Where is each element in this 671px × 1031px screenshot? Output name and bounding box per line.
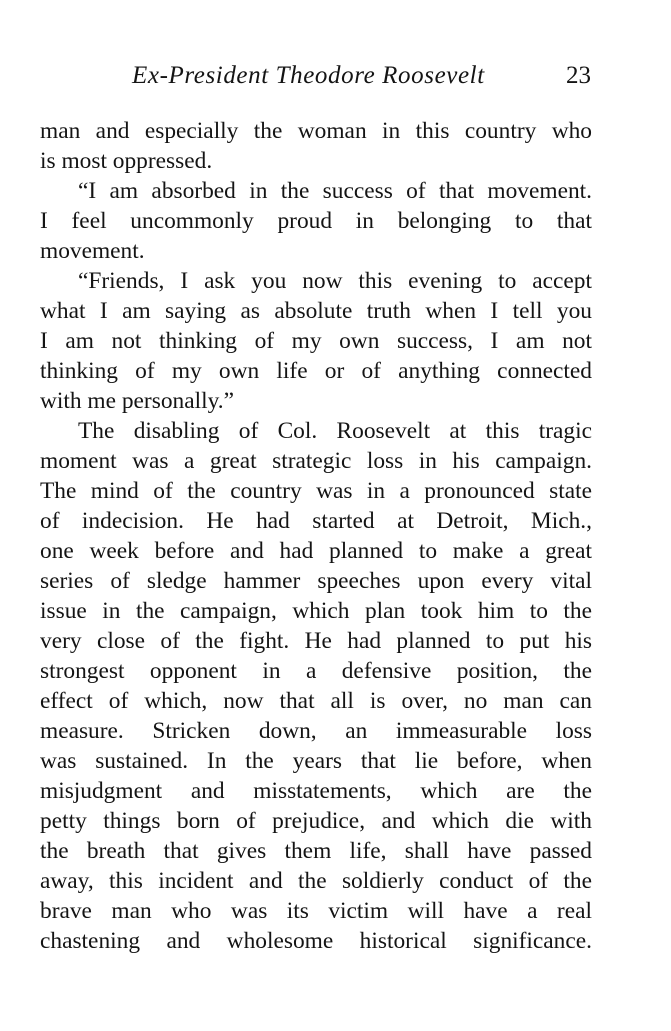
text-line: is most oppressed. [40,148,213,174]
text-line: movement. [40,238,145,264]
text-line: one week before and had planned to make a great [40,538,592,564]
text-line: what I am saying as absolute truth when I tell you [40,298,592,324]
text-line: with me personally.” [40,388,235,414]
body-text [40,116,592,956]
text-line: The mind of the country was in a pronounced state [40,478,592,504]
text-line: series of sledge hammer speeches upon every vital [40,568,592,594]
running-title: Ex-President Theodore Roosevelt [132,62,485,89]
text-line: the breath that gives them life, shall have passed [40,838,592,864]
text-line: issue in the campaign, which plan took him to the [40,598,592,624]
text-line: brave man who was its victim will have a real [40,898,592,924]
text-line: I am not thinking of my own success, I am not [40,328,592,354]
text-line: I feel uncommonly proud in belonging to that [40,208,592,234]
text-line: of indecision. He had started at Detroit, Mich., [40,508,592,534]
text-line: man and especially the woman in this country who [40,118,592,144]
text-line: away, this incident and the soldierly conduct of the [40,868,592,894]
text-line: thinking of my own life or of anything connected [40,358,592,384]
text-line: “Friends, I ask you now this evening to accept [78,268,592,294]
text-line: chastening and wholesome historical significance. [40,928,592,954]
text-line: was sustained. In the years that lie before, when [40,748,592,774]
text-line: effect of which, now that all is over, no man can [40,688,592,714]
page-number: 23 [566,62,591,89]
text-line: petty things born of prejudice, and which die with [40,808,592,834]
text-line: misjudgment and misstatements, which are the [40,778,592,804]
text-line: very close of the fight. He had planned to put his [40,628,592,654]
running-header [40,62,591,96]
text-line: strongest opponent in a defensive position, the [40,658,592,684]
text-line: The disabling of Col. Roosevelt at this tragic [78,418,592,444]
text-line: “I am absorbed in the success of that movement. [78,178,592,204]
text-line: measure. Stricken down, an immeasurable loss [40,718,592,744]
text-line: moment was a great strategic loss in his campaign. [40,448,592,474]
